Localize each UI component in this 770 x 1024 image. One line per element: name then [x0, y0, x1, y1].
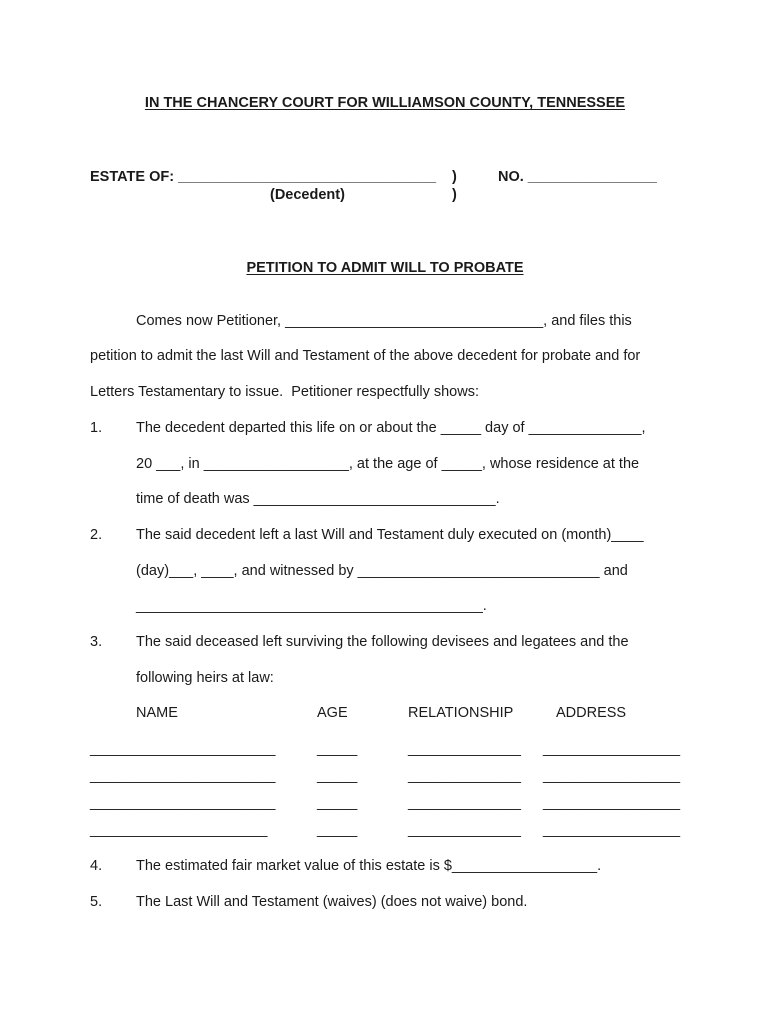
- heir-relationship-field[interactable]: ______________: [408, 795, 521, 811]
- heirs-header-address: ADDRESS: [556, 705, 627, 721]
- case-number-field[interactable]: NO. ________________: [498, 169, 657, 185]
- item-number: 3.: [90, 634, 103, 650]
- item-number: 5.: [90, 894, 103, 910]
- item-5-line: The Last Will and Testament (waives) (does not waive) bond.: [136, 894, 528, 910]
- caption-paren: ): [452, 169, 457, 185]
- item-3-line: The said deceased left surviving the following devisees and legatees and the: [136, 634, 629, 650]
- heir-relationship-field[interactable]: ______________: [408, 768, 521, 784]
- heir-name-field[interactable]: _______________________: [90, 768, 276, 784]
- heir-address-field[interactable]: _________________: [543, 822, 681, 838]
- heir-relationship-field[interactable]: ______________: [408, 822, 521, 838]
- item-1-line[interactable]: time of death was ______________________________.: [136, 491, 500, 507]
- item-2-line[interactable]: The said decedent left a last Will and Testament duly executed on (month)____: [136, 527, 644, 543]
- petition-title: PETITION TO ADMIT WILL TO PROBATE: [246, 260, 524, 276]
- caption-paren: ): [452, 187, 457, 203]
- item-3-line: following heirs at law:: [136, 670, 274, 686]
- decedent-label: (Decedent): [270, 187, 345, 203]
- item-number: 2.: [90, 527, 103, 543]
- estate-of-field[interactable]: ESTATE OF: ________________________________: [90, 169, 437, 185]
- item-2-line[interactable]: ___________________________________________.: [136, 598, 487, 614]
- intro-line: petition to admit the last Will and Testament of the above decedent for probate and for: [90, 348, 641, 364]
- heir-relationship-field[interactable]: ______________: [408, 741, 521, 757]
- intro-line: Letters Testamentary to issue. Petitioner respectfully shows:: [90, 384, 479, 400]
- heir-age-field[interactable]: _____: [317, 768, 358, 784]
- heir-address-field[interactable]: _________________: [543, 795, 681, 811]
- intro-line-petitioner[interactable]: Comes now Petitioner, ________________________________, and files this: [136, 313, 632, 329]
- heir-age-field[interactable]: _____: [317, 795, 358, 811]
- court-heading: IN THE CHANCERY COURT FOR WILLIAMSON COUNTY, TENNESSEE: [144, 95, 626, 111]
- heirs-header-relationship: RELATIONSHIP: [408, 705, 514, 721]
- item-2-line[interactable]: (day)___, ____, and witnessed by ______________________________ and: [136, 563, 628, 579]
- heir-name-field[interactable]: ______________________: [90, 822, 268, 838]
- heir-age-field[interactable]: _____: [317, 741, 358, 757]
- item-1-line[interactable]: The decedent departed this life on or about the _____ day of ______________,: [136, 420, 646, 436]
- heir-age-field[interactable]: _____: [317, 822, 358, 838]
- heirs-header-age: AGE: [317, 705, 348, 721]
- heirs-header-name: NAME: [136, 705, 178, 721]
- item-4-line[interactable]: The estimated fair market value of this estate is $__________________.: [136, 858, 602, 874]
- heir-name-field[interactable]: _______________________: [90, 795, 276, 811]
- heir-name-field[interactable]: _______________________: [90, 741, 276, 757]
- item-1-line[interactable]: 20 ___, in __________________, at the age of _____, whose residence at the: [136, 456, 640, 472]
- item-number: 4.: [90, 858, 103, 874]
- item-number: 1.: [90, 420, 103, 436]
- heir-address-field[interactable]: _________________: [543, 741, 681, 757]
- heir-address-field[interactable]: _________________: [543, 768, 681, 784]
